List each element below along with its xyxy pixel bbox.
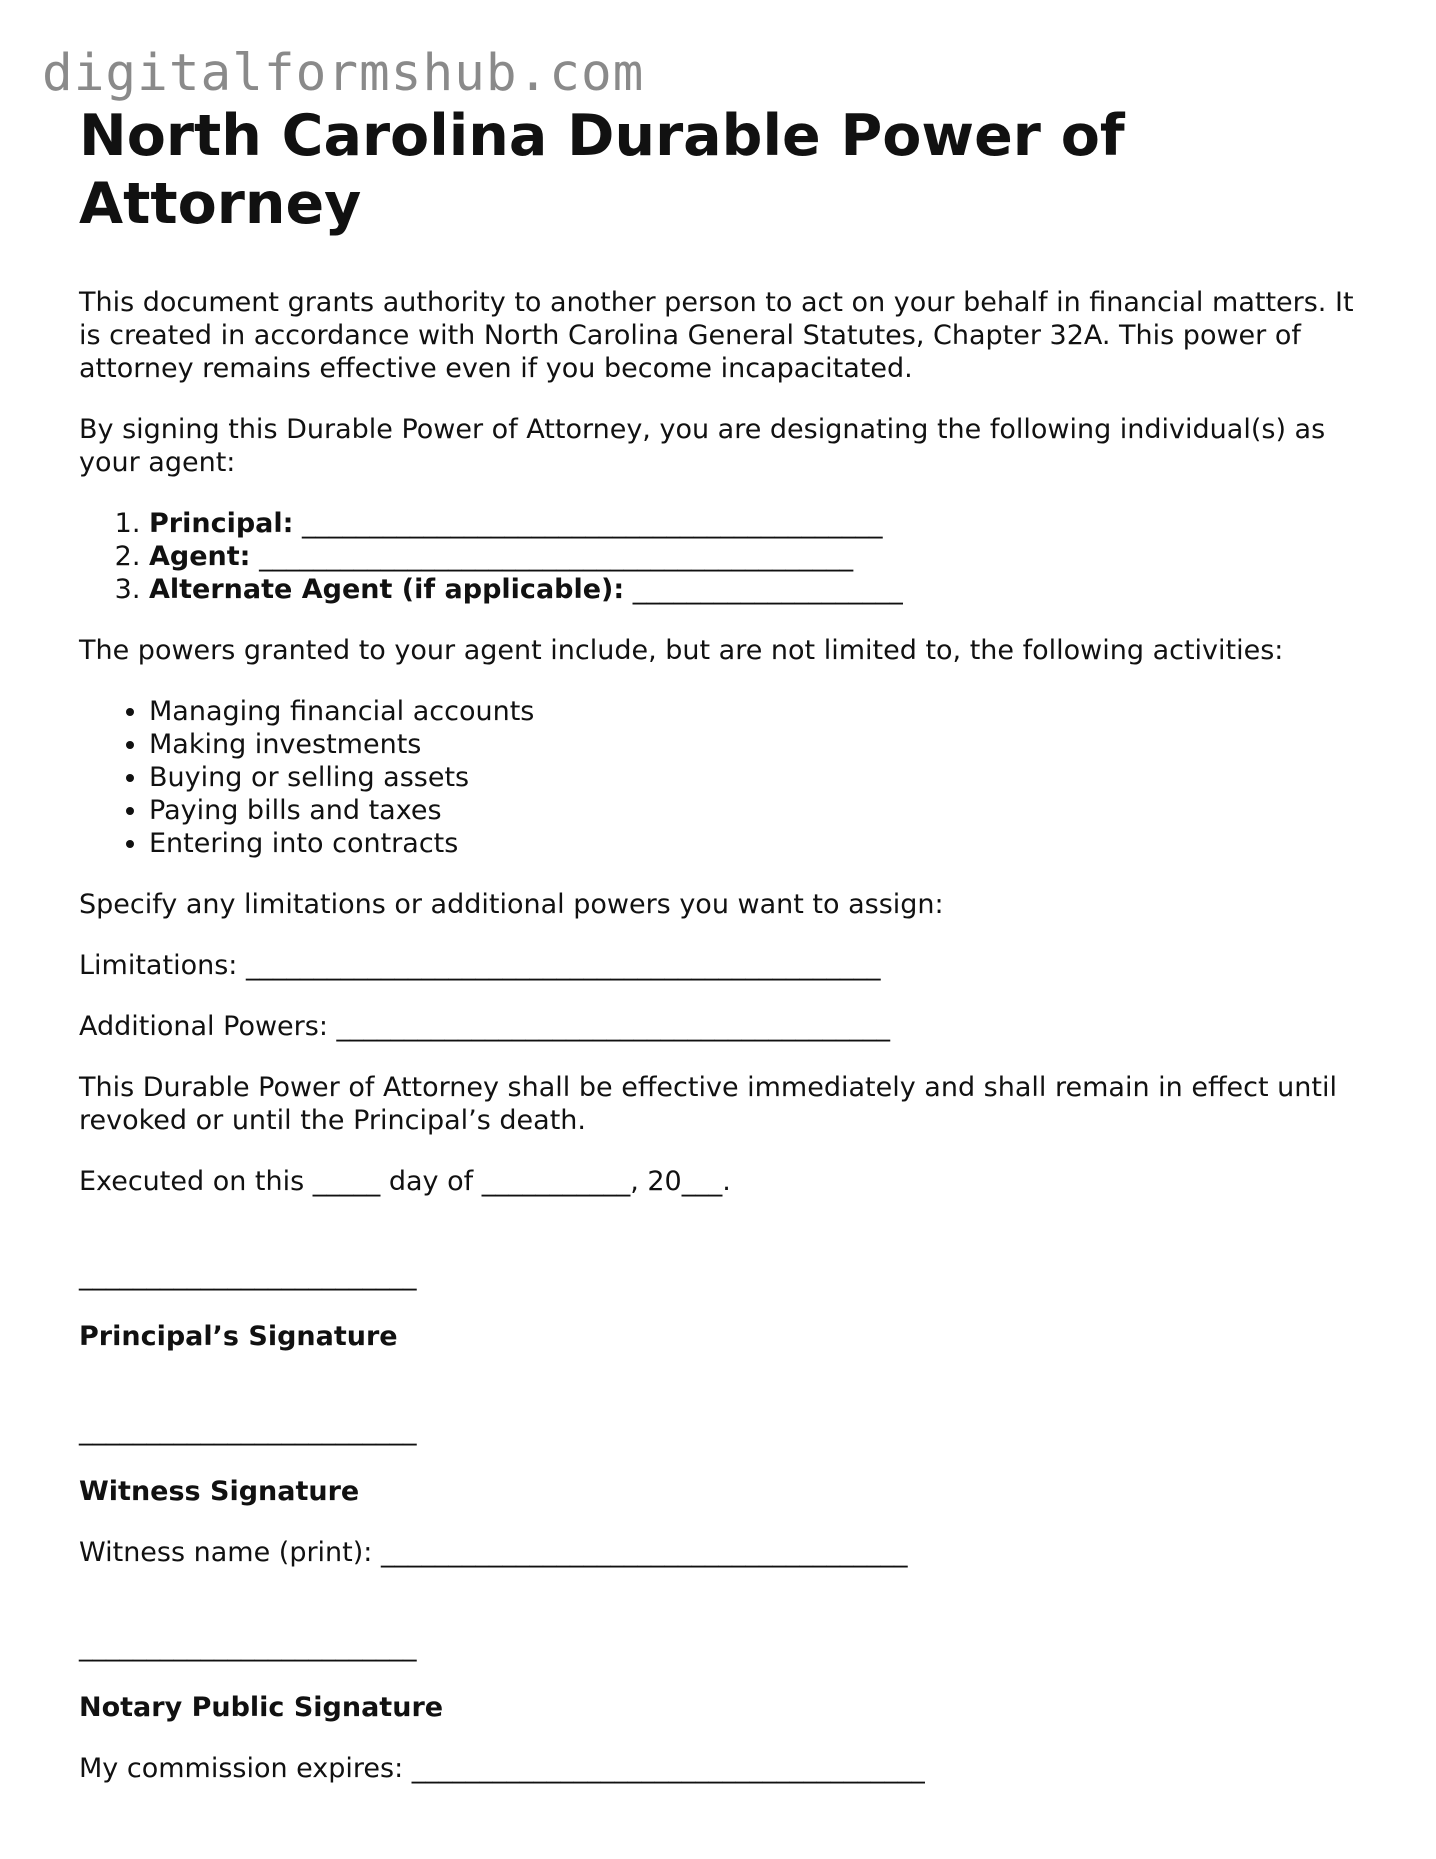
additional-powers-field[interactable]: Additional Powers: _________________________________________ <box>79 1011 891 1042</box>
party-alternate-agent <box>149 573 1369 606</box>
list-item: • Managing financial accounts <box>149 695 1369 728</box>
witness-name-field[interactable]: Witness name (print): _______________________________________ <box>79 1537 908 1568</box>
list-item: • Entering into contracts <box>149 827 1369 860</box>
designation-paragraph: By signing this Durable Power of Attorney, you are designating the following individual(s) as your agent: <box>79 414 1326 478</box>
powers-list <box>79 695 1369 860</box>
principal-signature-line[interactable]: _________________________ <box>79 1260 417 1291</box>
party-label: Principal: <box>149 508 294 539</box>
list-item: • Making investments <box>149 728 1369 761</box>
watermark-text: digitalformshub.com <box>42 44 645 103</box>
alternate-agent-blank[interactable]: ____________________ <box>632 574 903 605</box>
principal-blank[interactable]: ___________________________________________ <box>302 508 883 539</box>
intro-paragraph: This document grants authority to another person to act on your behalf in financial matters. It is created in accordance with North Carolina General Statutes, Chapter 32A. This power of attorney remains effective even if you become incapacitated. <box>79 287 1354 384</box>
limitations-prompt: Specify any limitations or additional powers you want to assign: <box>79 889 944 920</box>
notary-signature-label: Notary Public Signature <box>79 1692 444 1723</box>
powers-intro: The powers granted to your agent include, but are not limited to, the following activities: <box>79 635 1284 666</box>
party-agent <box>149 540 1369 573</box>
witness-signature-line[interactable]: _________________________ <box>79 1415 417 1446</box>
executed-date-field[interactable]: Executed on this _____ day of ___________, 20___. <box>79 1166 731 1197</box>
effective-paragraph: This Durable Power of Attorney shall be effective immediately and shall remain in effect until revoked or until the Principal’s death. <box>79 1072 1337 1136</box>
limitations-field[interactable]: Limitations: _______________________________________________ <box>79 950 881 981</box>
notary-signature-line[interactable]: _________________________ <box>79 1631 417 1662</box>
list-item: • Paying bills and taxes <box>149 794 1369 827</box>
party-label: Alternate Agent (if applicable): <box>149 574 625 605</box>
commission-expires-field[interactable]: My commission expires: ______________________________________ <box>79 1753 925 1784</box>
principal-signature-label: Principal’s Signature <box>79 1321 398 1352</box>
witness-signature-label: Witness Signature <box>79 1476 360 1507</box>
list-item: • Buying or selling assets <box>149 761 1369 794</box>
agent-blank[interactable]: ____________________________________________ <box>259 541 854 572</box>
party-label: Agent: <box>149 541 251 572</box>
parties-list <box>79 507 1369 606</box>
document-page <box>79 102 1369 1785</box>
party-principal <box>149 507 1369 540</box>
document-title: North Carolina Durable Power of Attorney <box>79 103 1125 237</box>
